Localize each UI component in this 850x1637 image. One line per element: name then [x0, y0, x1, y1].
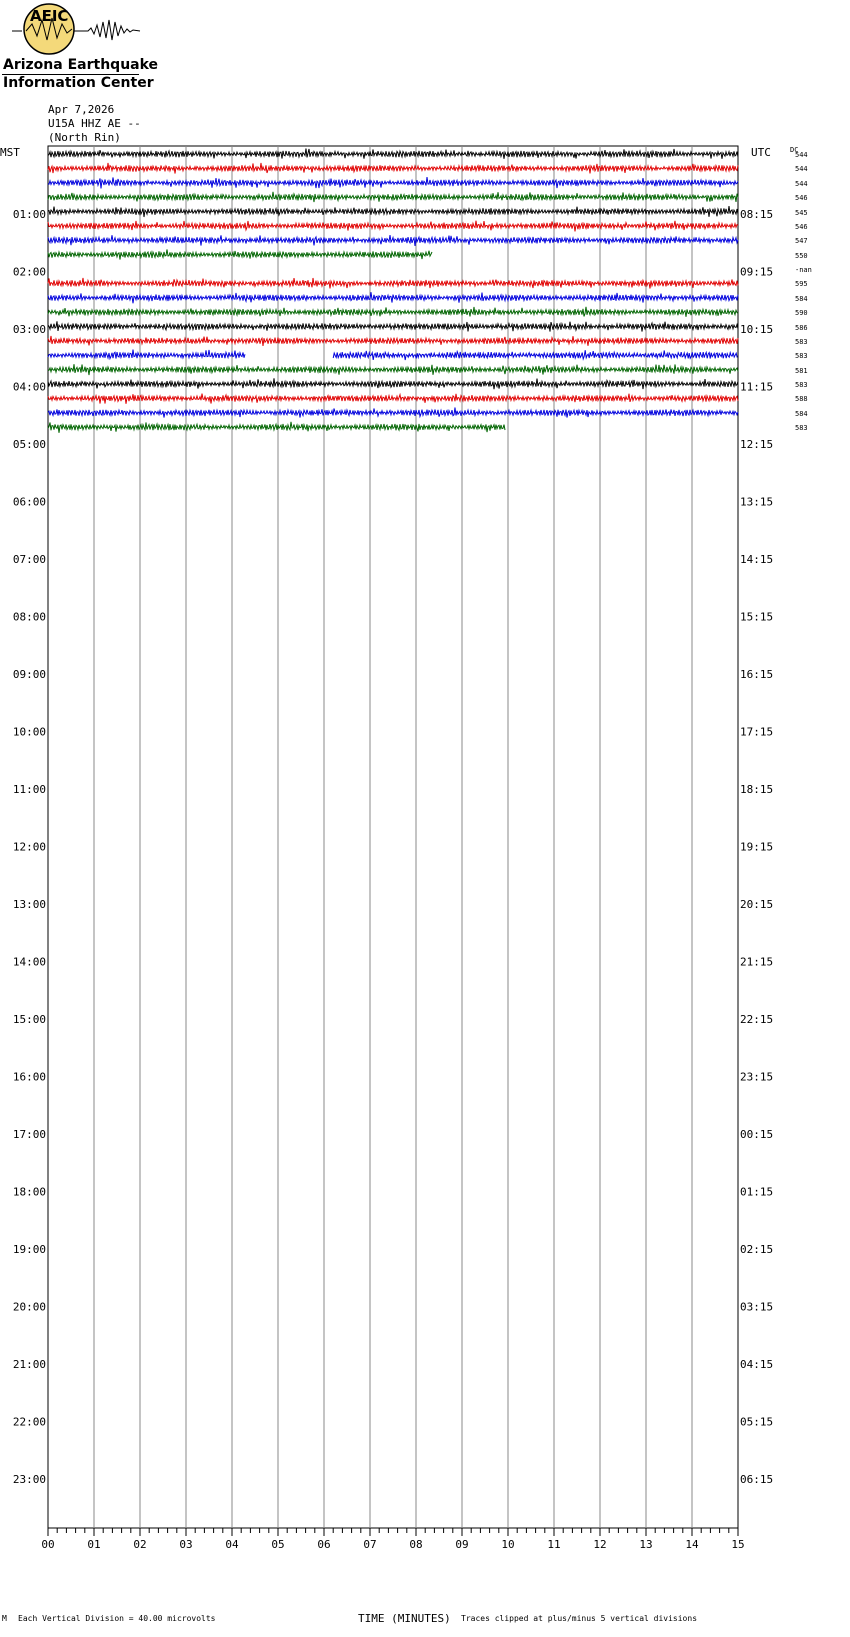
left-hour-label: 23:00	[12, 1473, 46, 1486]
dc-offset-label: 546	[795, 222, 808, 231]
left-hour-label: 16:00	[12, 1070, 46, 1084]
station-location: (North Rin)	[48, 131, 121, 144]
dc-offset-label: 588	[795, 395, 808, 404]
seismic-trace	[48, 235, 738, 246]
clip-note: Traces clipped at plus/minus 5 vertical divisions	[461, 1614, 698, 1623]
right-hour-label: 00:15	[740, 1128, 774, 1141]
right-hour-label: 15:15	[740, 610, 774, 624]
seismic-trace	[48, 292, 738, 303]
scale-note: Each Vertical Division = 40.00 microvolts	[18, 1614, 216, 1623]
seismic-trace	[48, 250, 432, 260]
x-tick-label: 10	[501, 1538, 515, 1551]
right-hour-label: 11:15	[740, 380, 774, 394]
dc-offset-label: 544	[795, 151, 808, 159]
dc-offset-label: 590	[795, 309, 808, 318]
seismic-trace	[48, 378, 738, 389]
right-hour-label: 12:15	[740, 438, 774, 451]
plot-date: Apr 7,2026	[48, 103, 115, 116]
right-hour-label: 13:15	[740, 495, 774, 509]
logo-line-2: Information Center	[3, 75, 154, 91]
dc-offset-label: 547	[795, 237, 808, 246]
x-tick-label: 00	[41, 1538, 55, 1551]
left-timezone-label: MST	[0, 146, 20, 159]
left-hour-label: 12:00	[12, 840, 46, 854]
seismic-trace	[48, 321, 738, 331]
dc-offset-label: 581	[795, 366, 808, 375]
left-hour-label: 08:00	[12, 610, 46, 624]
seismic-trace	[333, 350, 737, 360]
right-hour-label: 02:15	[740, 1243, 774, 1256]
left-hour-label: 02:00	[12, 265, 46, 279]
dc-offset-label: 544	[795, 179, 808, 188]
right-hour-label: 01:15	[740, 1185, 774, 1199]
footer-corner-mark: M	[2, 1614, 7, 1623]
dc-offset-label: 583	[795, 381, 808, 389]
x-tick-label: 05	[271, 1538, 285, 1551]
dc-header: DC	[790, 146, 799, 154]
right-hour-label: 20:15	[740, 898, 774, 911]
x-tick-label: 06	[317, 1538, 331, 1551]
right-hour-label: 14:15	[740, 553, 774, 566]
right-hour-label: 04:15	[740, 1358, 774, 1371]
left-hour-label: 17:00	[12, 1128, 46, 1141]
x-tick-label: 02	[133, 1538, 147, 1551]
x-tick-label: 12	[593, 1538, 607, 1551]
left-hour-label: 10:00	[12, 725, 46, 739]
station-code: U15A HHZ AE --	[48, 117, 141, 130]
right-hour-label: 16:15	[740, 668, 774, 681]
seismic-trace	[48, 177, 738, 188]
left-hour-label: 01:00	[12, 208, 46, 221]
left-hour-label: 19:00	[12, 1243, 46, 1256]
right-hour-label: 18:15	[740, 783, 774, 796]
dc-offset-label: 584	[795, 409, 808, 418]
dc-offset-label: 546	[795, 194, 808, 203]
x-axis-title: TIME (MINUTES)	[358, 1612, 451, 1625]
dc-offset-label: 586	[795, 323, 808, 332]
dc-offset-label: 584	[795, 294, 808, 303]
left-hour-label: 20:00	[12, 1300, 46, 1314]
logo-abbr: AEIC	[30, 7, 69, 25]
left-hour-label: 15:00	[12, 1013, 46, 1026]
left-hour-label: 05:00	[12, 438, 46, 451]
x-tick-label: 01	[87, 1538, 101, 1551]
dc-offset-label: 544	[795, 165, 808, 174]
left-hour-label: 07:00	[12, 553, 46, 566]
x-tick-label: 09	[455, 1538, 469, 1551]
x-tick-label: 03	[179, 1538, 193, 1551]
dc-offset-label: 583	[795, 337, 808, 346]
left-hour-label: 18:00	[12, 1185, 46, 1199]
seismic-trace	[48, 307, 738, 317]
seismic-trace	[48, 206, 738, 217]
right-hour-label: 03:15	[740, 1300, 774, 1314]
x-tick-label: 15	[731, 1538, 745, 1551]
seismic-trace	[48, 278, 738, 289]
seismic-trace	[48, 163, 738, 174]
seismic-trace	[48, 149, 738, 159]
right-hour-label: 06:15	[740, 1473, 774, 1486]
seismic-trace	[48, 394, 738, 404]
dc-offset-label: 583	[795, 424, 808, 433]
right-hour-label: 08:15	[740, 208, 774, 221]
left-hour-label: 06:00	[12, 495, 46, 509]
seismic-trace	[48, 364, 738, 375]
right-hour-label: 19:15	[740, 840, 774, 854]
left-hour-label: 11:00	[12, 783, 46, 796]
dc-offset-label: 545	[795, 208, 808, 217]
left-hour-label: 14:00	[12, 955, 46, 969]
left-hour-label: 04:00	[12, 380, 46, 394]
dc-offset-label: 583	[795, 352, 808, 361]
left-hour-label: 13:00	[12, 898, 46, 911]
seismic-trace	[48, 408, 738, 418]
seismic-trace	[48, 422, 505, 433]
right-hour-label: 17:15	[740, 725, 774, 739]
dc-offset-label: -nan	[795, 266, 812, 274]
right-hour-label: 21:15	[740, 955, 774, 969]
seismic-trace	[48, 192, 738, 202]
right-hour-label: 23:15	[740, 1070, 774, 1084]
x-tick-label: 07	[363, 1538, 377, 1551]
right-hour-label: 22:15	[740, 1013, 774, 1026]
logo-line-1: Arizona Earthquake	[3, 57, 159, 73]
x-tick-label: 13	[639, 1538, 653, 1551]
left-hour-label: 22:00	[12, 1415, 46, 1429]
x-tick-label: 08	[409, 1538, 423, 1551]
seismic-trace	[48, 221, 738, 232]
right-hour-label: 09:15	[740, 265, 774, 279]
x-tick-label: 04	[225, 1538, 239, 1551]
left-hour-label: 21:00	[12, 1358, 46, 1371]
x-tick-label: 11	[547, 1538, 561, 1551]
dc-offset-label: 595	[795, 280, 808, 289]
seismic-trace	[48, 350, 245, 359]
right-hour-label: 10:15	[740, 323, 774, 336]
right-timezone-label: UTC	[751, 146, 771, 159]
seismic-trace	[48, 336, 738, 346]
x-tick-label: 14	[685, 1538, 699, 1551]
left-hour-label: 09:00	[12, 668, 46, 681]
left-hour-label: 03:00	[12, 323, 46, 336]
right-hour-label: 05:15	[740, 1415, 774, 1429]
dc-offset-label: 550	[795, 251, 808, 260]
